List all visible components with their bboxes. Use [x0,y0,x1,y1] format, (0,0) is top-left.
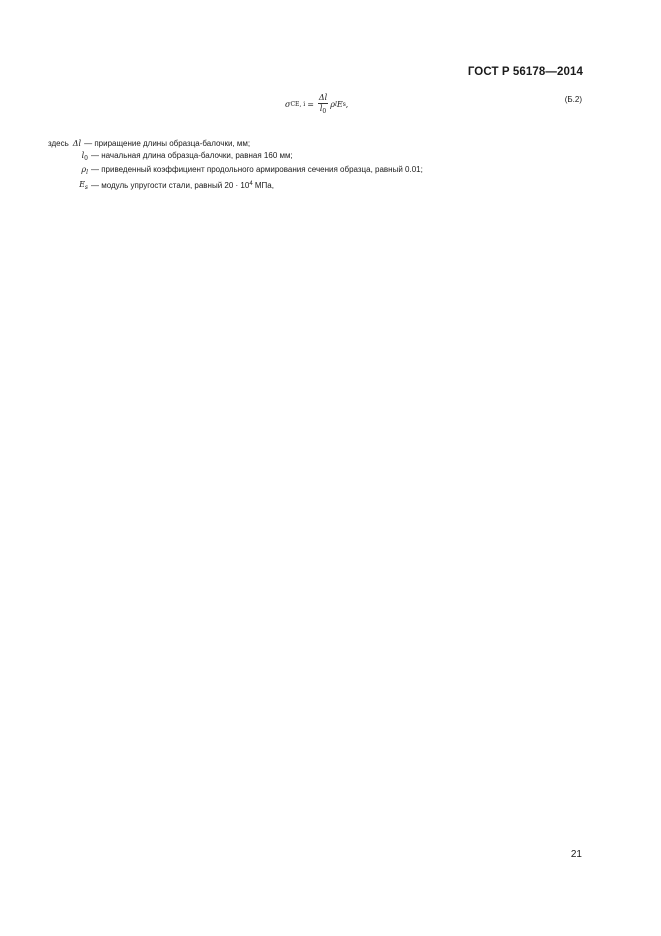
formula [285,94,348,115]
definition-row [48,138,423,150]
fraction [318,94,328,115]
definition-text: — приведенный коэффициент продольного армирования сечения образца, равный 0.01; [91,165,423,174]
equation-number: (Б.2) [564,95,582,104]
sigma-symbol: σ [285,99,291,109]
definitions-lead-word: здесь [48,139,69,148]
page-number: 21 [570,849,582,860]
definition-text: — начальная длина образца-балочки, равная 160 мм; [91,150,293,160]
modulus-symbol: E [336,99,343,109]
definition-symbol: $\rho_l$ [81,165,88,176]
definition-row [48,179,423,194]
definition-row [48,164,423,179]
formula-comma: , [345,99,349,109]
definitions-list [48,138,423,193]
equals-sign: = [307,99,314,109]
document-header: ГОСТ Р 56178—2014 [467,66,583,78]
fraction-denominator: l [319,104,323,113]
definition-text: — модуль упругости стали, равный $20 \cdot 10^4$ МПа, [91,180,274,190]
definition-symbol: Δl [72,139,82,148]
fraction-denominator-wrap [320,104,326,115]
definition-row [48,150,423,165]
definition-symbol: $l_0$ [81,150,88,162]
definition-symbol: $E_s$ [79,179,88,191]
rho-symbol: ρ [330,99,335,109]
fraction-denominator-sub: 0 [322,108,327,115]
rho-subscript: l [334,100,337,108]
sigma-subscript: CE, i [290,100,306,108]
definition-text: — приращение длины образца-балочки, мм; [84,139,251,148]
fraction-numerator: Δl [318,93,328,102]
modulus-subscript: s [342,100,346,108]
